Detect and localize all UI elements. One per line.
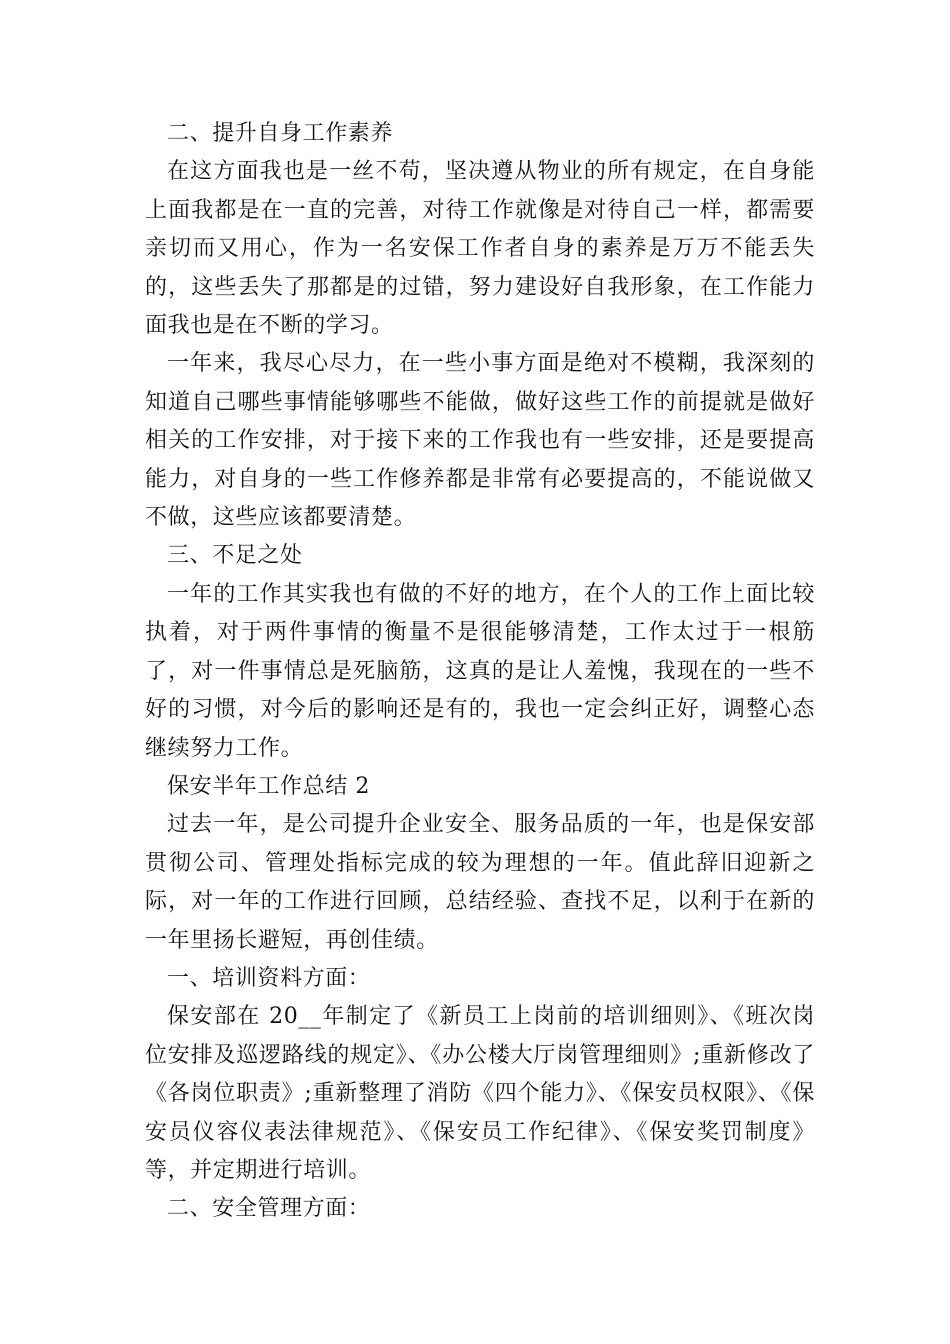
paragraph: 一年的工作其实我也有做的不好的地方，在个人的工作上面比较执着，对于两件事情的衡量不是很能够清楚，工作太过于一根筋了，对一件事情总是死脑筋，这真的是让人羞愧，我现在的一些不好的习惯，对今后的影响还是有的，我也一定会纠正好，调整心态继续努力工作。 bbox=[145, 581, 815, 761]
section-heading: 三、不足之处 bbox=[167, 543, 303, 569]
section-heading: 二、安全管理方面： bbox=[167, 1196, 371, 1222]
section-heading: 二、提升自身工作素养 bbox=[167, 121, 394, 146]
paragraph: 保安部在 20__年制定了《新员工上岗前的培训细则》、《班次岗位安排及巡逻路线的规定》、《办公楼大厅岗管理细则》;重新修改了《各岗位职责》;重新整理了消防《四个能力》、《保安员权限》、《保安员仪容仪表法律规范》、《保安员工作纪律》、《保安奖罚制度》等，并定期进行培训。 bbox=[145, 1004, 815, 1183]
paragraph: 一年来，我尽心尽力，在一些小事方面是绝对不模糊，我深刻的知道自己哪些事情能够哪些不能做，做好这些工作的前提就是做好相关的工作安排，对于接下来的工作我也有一些安排，还是要提高能力，对自身的一些工作修养都是非常有必要提高的，不能说做又不做，这些应该都要清楚。 bbox=[145, 351, 815, 531]
paragraph: 过去一年，是公司提升企业安全、服务品质的一年，也是保安部贯彻公司、管理处指标完成的较为理想的一年。值此辞旧迎新之际，对一年的工作进行回顾，总结经验、查找不足，以利于在新的一年里扬长避短，再创佳绩。 bbox=[145, 812, 815, 953]
document-body bbox=[145, 115, 815, 1229]
section-heading: 一、培训资料方面： bbox=[167, 965, 371, 991]
paragraph: 在这方面我也是一丝不苟，坚决遵从物业的所有规定，在自身能上面我都是在一直的完善，对待工作就像是对待自己一样，都需要亲切而又用心，作为一名安保工作者自身的素养是万万不能丢失的，这些丢失了那都是的过错，努力建设好自我形象，在工作能力面我也是在不断的学习。 bbox=[145, 159, 815, 339]
document-title: 保安半年工作总结 2 bbox=[167, 773, 370, 799]
